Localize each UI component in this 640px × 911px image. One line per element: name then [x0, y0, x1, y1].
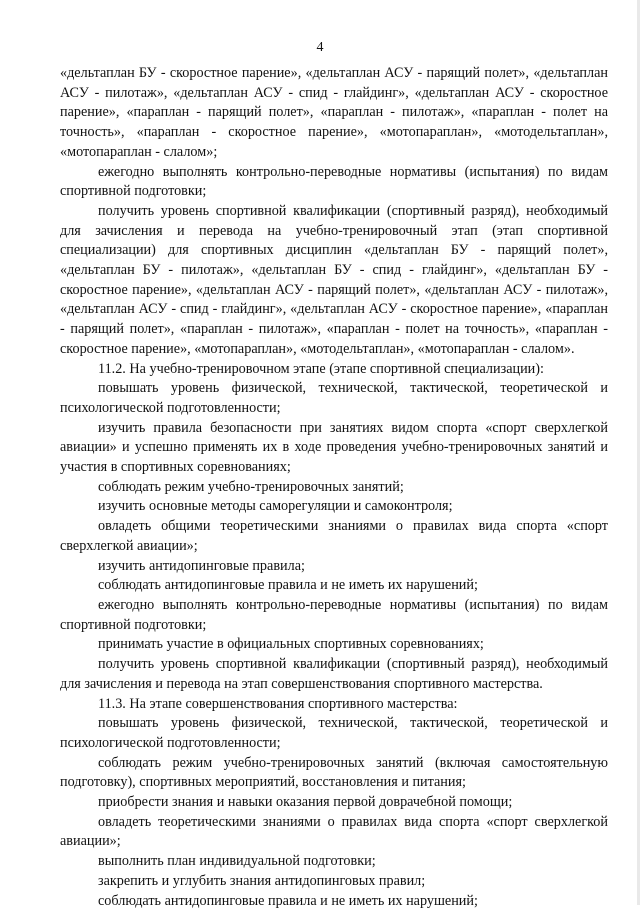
document-body — [60, 64, 608, 911]
paragraph: овладеть общими теоретическими знаниями о правилах вида спорта «спорт сверхлегкой авиации»; — [60, 518, 608, 554]
paragraph: овладеть теоретическими знаниями о правилах вида спорта «спорт сверхлегкой авиации»; — [60, 813, 608, 850]
paragraph: изучить антидопинговые правила; — [98, 557, 305, 574]
paragraph: соблюдать режим учебно-тренировочных занятий (включая самостоятельную подготовку), спортивных мероприятий, восстановления и питания; — [60, 754, 608, 791]
paragraph: выполнить план индивидуальной подготовки; — [98, 853, 376, 870]
paragraph: изучить основные методы саморегуляции и самоконтроля; — [98, 498, 453, 515]
paragraph: принимать участие в официальных спортивных соревнованиях; — [98, 636, 484, 653]
paragraph: соблюдать антидопинговые правила и не иметь их нарушений; — [98, 892, 478, 909]
section-heading-11-3: 11.3. На этапе совершенствования спортивного мастерства: — [98, 695, 458, 712]
paragraph: получить уровень спортивной квалификации (спортивный разряд), необходимый для зачисления и перевода на учебно-тренировочный этап (этап спортивной специализации) для спортивных дисциплин «дельтаплан БУ - парящий полет», «дельтаплан БУ - пилотаж», «дельтаплан БУ - спид - глайдинг», «дельтаплан БУ - скоростное парение», «дельтаплан АСУ - парящий полет», «дельтаплан АСУ - пилотаж», «дельтаплан АСУ - спид - глайдинг», «дельтаплан АСУ - скоростное парение», «параплан - парящий полет», «параплан - пилотаж», «параплан - полет на точность», «параплан - скоростное парение», «мотопараплан», «мотодельтаплан», «мотопараплан - слалом». — [60, 202, 608, 357]
section-heading-11-2: 11.2. На учебно-тренировочном этапе (этапе спортивной специализации): — [98, 360, 544, 377]
paragraph-continuation: «дельтаплан БУ - скоростное парение», «дельтаплан АСУ - парящий полет», «дельтаплан АСУ - пилотаж», «дельтаплан АСУ - спид - глайдинг», «дельтаплан АСУ - скоростное парение», «параплан - парящий полет», «параплан - пилотаж», «параплан - полет на точность», «параплан - скоростное парение», «мотопараплан», «мотодельтаплан», «мотопараплан - слалом»; — [60, 65, 608, 160]
paragraph: ежегодно выполнять контрольно-переводные нормативы (испытания) по видам спортивной подготовки; — [60, 163, 608, 200]
paragraph: соблюдать режим учебно-тренировочных занятий; — [98, 478, 404, 495]
paragraph: соблюдать антидопинговые правила и не иметь их нарушений; — [98, 577, 478, 594]
paragraph: ежегодно выполнять контрольно-переводные нормативы (испытания) по видам спортивной подготовки; — [60, 596, 608, 633]
paragraph: изучить правила безопасности при занятиях видом спорта «спорт сверхлегкой авиации» и успешно применять их в ходе проведения учебно-тренировочных занятий и участия в спортивных соревнованиях; — [60, 419, 608, 476]
paragraph: приобрести знания и навыки оказания первой доврачебной помощи; — [98, 794, 513, 811]
paragraph: повышать уровень физической, технической, тактической, теоретической и психологической подготовленности; — [60, 380, 608, 416]
paragraph: закрепить и углубить знания антидопинговых правил; — [98, 872, 426, 889]
page-number: 4 — [316, 40, 324, 55]
paragraph: получить уровень спортивной квалификации (спортивный разряд), необходимый для зачисления и перевода на этап совершенствования спортивного мастерства. — [60, 656, 608, 692]
paragraph: повышать уровень физической, технической, тактической, теоретической и психологической подготовленности; — [60, 715, 608, 751]
